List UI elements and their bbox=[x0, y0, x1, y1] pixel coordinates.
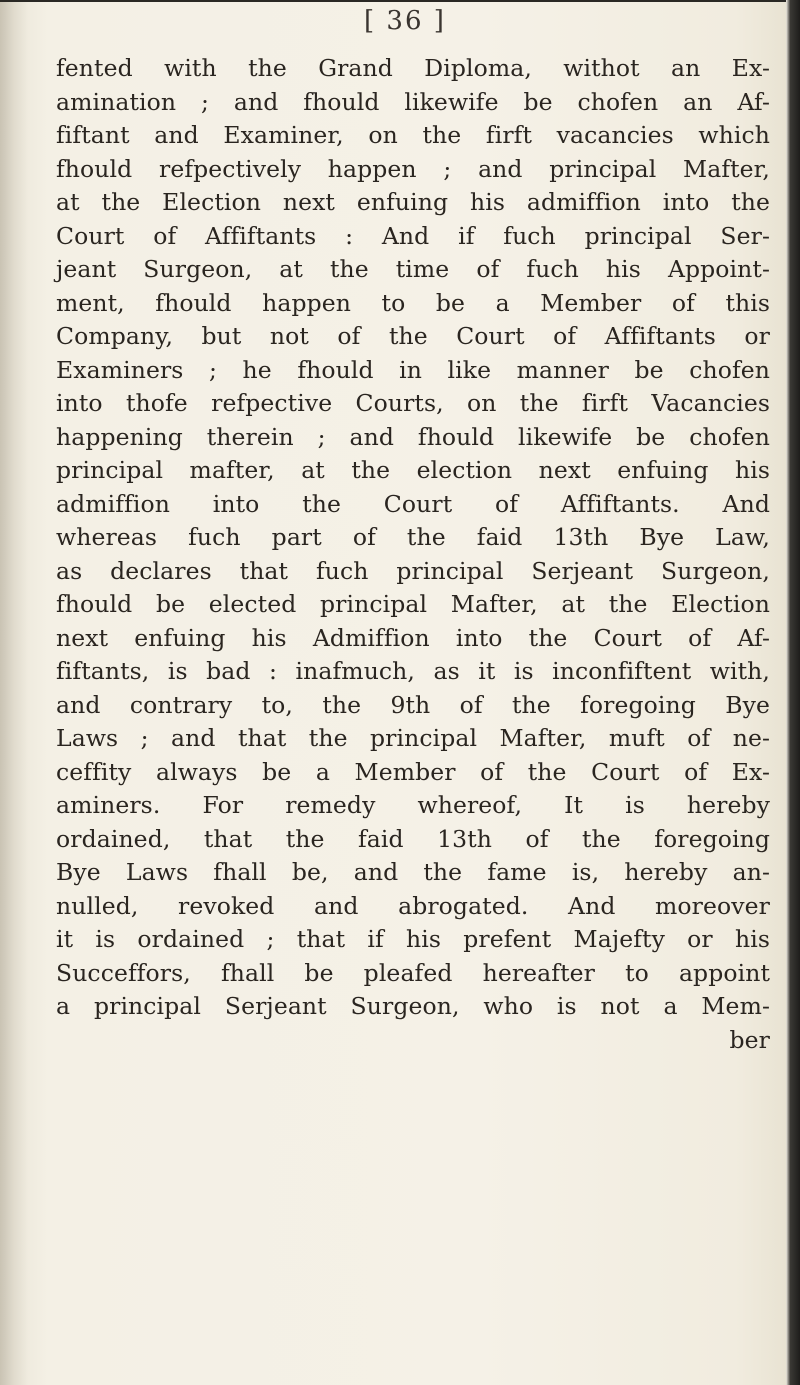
text-line: ordained, that the faid 13th of the foregoing bbox=[56, 824, 770, 853]
text-line: Examiners ; he fhould in like manner be chofen bbox=[56, 355, 770, 384]
text-line: Company, but not of the Court of Affiftants or bbox=[56, 322, 770, 350]
text-line: ceffity always be a Member of the Court of Ex- bbox=[56, 757, 770, 786]
text-line: as declares that fuch principal Serjeant Surgeon, bbox=[56, 556, 770, 585]
text-line: jeant Surgeon, at the time of fuch his Appoint- bbox=[56, 255, 770, 283]
text-line: fented with the Grand Diploma, withot an Ex- bbox=[56, 54, 770, 82]
text-line: next enfuing his Admiffion into the Court of Af- bbox=[56, 623, 770, 652]
text-line: at the Election next enfuing his admiffion into the bbox=[56, 188, 770, 216]
page-right-edge bbox=[786, 0, 800, 1385]
text-line: admiffion into the Court of Affiftants. And bbox=[56, 489, 770, 518]
text-line: principal mafter, at the election next enfuing his bbox=[56, 456, 770, 484]
text-line: Laws ; and that the principal Mafter, muft of ne- bbox=[56, 724, 770, 752]
text-line: fhould be elected principal Mafter, at the Election bbox=[56, 590, 770, 618]
text-line: ment, fhould happen to be a Member of this bbox=[56, 288, 770, 317]
text-line: nulled, revoked and abrogated. And moreover bbox=[56, 891, 770, 920]
text-line: Succeffors, fhall be pleafed hereafter to appoint bbox=[56, 958, 770, 987]
text-line: fiftants, is bad : inafmuch, as it is inconfiftent with, bbox=[56, 657, 770, 685]
page-number: [ 36 ] bbox=[364, 6, 446, 36]
body-text bbox=[56, 52, 770, 1057]
text-line: it is ordained ; that if his prefent Majefty or his bbox=[56, 925, 770, 953]
text-line: aminers. For remedy whereof, It is hereby bbox=[56, 791, 770, 819]
text-line: into thofe refpective Courts, on the firft Vacancies bbox=[56, 389, 770, 417]
text-line: amination ; and fhould likewife be chofen an Af- bbox=[56, 87, 770, 116]
catchword: ber bbox=[729, 1025, 770, 1054]
text-line: fhould refpectively happen ; and principal Mafter, bbox=[56, 154, 770, 183]
text-line: Bye Laws fhall be, and the fame is, hereby an- bbox=[56, 858, 770, 886]
text-line: Court of Affiftants : And if fuch principal Ser- bbox=[56, 221, 770, 250]
page-gutter-shadow bbox=[0, 0, 28, 1385]
text-line: and contrary to, the 9th of the foregoing Bye bbox=[56, 690, 770, 719]
text-line: a principal Serjeant Surgeon, who is not a Mem- bbox=[56, 992, 770, 1020]
top-edge-rule bbox=[0, 0, 800, 2]
text-line: happening therein ; and fhould likewife be chofen bbox=[56, 422, 770, 451]
text-line: whereas fuch part of the faid 13th Bye Law, bbox=[56, 523, 770, 551]
text-line: fiftant and Examiner, on the firft vacancies which bbox=[56, 121, 770, 149]
